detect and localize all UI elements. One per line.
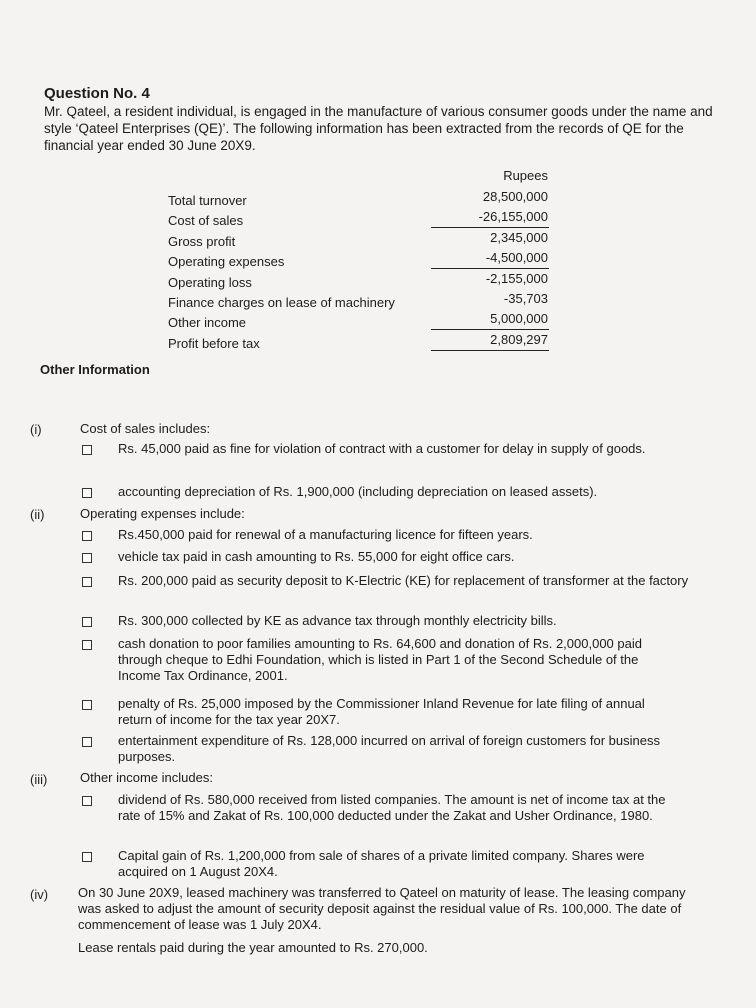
section-heading-iii: Other income includes: <box>80 770 213 785</box>
checkbox-icon <box>82 640 92 650</box>
section-heading-i: Cost of sales includes: <box>80 421 211 436</box>
row-label-profit-before-tax: Profit before tax <box>168 336 260 351</box>
intro-paragraph: Mr. Qateel, a resident individual, is engaged in the manufacture of various consumer goods under the name and style ‘Qateel Enterprises (QE)’. The following information has been extracted from the records of QE for the financial year ended 30 June 20X9. <box>44 104 713 153</box>
checkbox-icon <box>82 737 92 747</box>
checkbox-icon <box>82 445 92 455</box>
checkbox-icon <box>82 617 92 627</box>
section-heading-ii: Operating expenses include: <box>80 506 245 521</box>
row-label-other-income: Other income <box>168 315 247 330</box>
row-value-other-income: 5,000,000 <box>490 311 548 326</box>
row-value-total-turnover: 28,500,000 <box>482 189 548 204</box>
list-item: Rs. 300,000 collected by KE as advance tax through monthly electricity bills. <box>118 613 557 628</box>
lease-paragraph: On 30 June 20X9, leased machinery was transferred to Qateel on maturity of lease. The leasing company was asked to adjust the amount of security deposit against the residual value of Rs. 100,000. The date of commencement of lease was 1 July 20X4. <box>78 885 686 932</box>
checkbox-icon <box>82 553 92 563</box>
list-item: entertainment expenditure of Rs. 128,000 incurred on arrival of foreign customers for business purposes. <box>118 733 660 764</box>
row-value-operating-expenses: -4,500,000 <box>485 250 548 265</box>
list-item: dividend of Rs. 580,000 received from listed companies. The amount is net of income tax at the rate of 15% and Zakat of Rs. 100,000 deducted under the Zakat and Usher Ordinance, 1980. <box>118 792 666 823</box>
section-number-ii: (ii) <box>30 507 45 522</box>
row-value-operating-loss: -2,155,000 <box>485 271 548 286</box>
list-item: Rs. 200,000 paid as security deposit to K-Electric (KE) for replacement of transformer at the factory <box>118 573 689 588</box>
section-number-i: (i) <box>30 422 42 437</box>
list-item: Rs. 45,000 paid as fine for violation of contract with a customer for delay in supply of goods. <box>118 441 646 456</box>
subtotal-rule-1 <box>431 227 549 228</box>
row-value-profit-before-tax: 2,809,297 <box>490 332 548 347</box>
section-number-iii: (iii) <box>30 772 48 787</box>
list-item: Rs.450,000 paid for renewal of a manufacturing licence for fifteen years. <box>118 527 533 542</box>
row-label-finance-charges: Finance charges on lease of machinery <box>168 295 395 310</box>
list-item: cash donation to poor families amounting to Rs. 64,600 and donation of Rs. 2,000,000 paid through cheque to Edhi Foundation, which is listed in Part 1 of the Second Schedule of the Income Tax Ordinance, 2001. <box>118 636 642 683</box>
question-title: Question No. 4 <box>44 85 150 102</box>
section-number-iv: (iv) <box>30 887 49 902</box>
list-item: accounting depreciation of Rs. 1,900,000 (including depreciation on leased assets). <box>118 484 598 499</box>
row-value-cost-of-sales: -26,155,000 <box>478 209 548 224</box>
row-label-operating-loss: Operating loss <box>168 275 252 290</box>
other-information-heading: Other Information <box>40 362 150 377</box>
checkbox-icon <box>82 796 92 806</box>
lease-rentals-paragraph: Lease rentals paid during the year amounted to Rs. 270,000. <box>78 940 428 955</box>
checkbox-icon <box>82 852 92 862</box>
list-item: penalty of Rs. 25,000 imposed by the Commissioner Inland Revenue for late filing of annual return of income for the tax year 20X7. <box>118 696 645 727</box>
row-value-gross-profit: 2,345,000 <box>490 230 548 245</box>
subtotal-rule-2 <box>431 268 549 269</box>
row-label-gross-profit: Gross profit <box>168 234 236 249</box>
currency-header: Rupees <box>503 168 548 183</box>
subtotal-rule-3 <box>431 329 549 330</box>
row-label-operating-expenses: Operating expenses <box>168 254 285 269</box>
list-item: Capital gain of Rs. 1,200,000 from sale of shares of a private limited company. Shares were acquired on 1 August 20X4. <box>118 848 645 879</box>
checkbox-icon <box>82 531 92 541</box>
checkbox-icon <box>82 700 92 710</box>
list-item: vehicle tax paid in cash amounting to Rs. 55,000 for eight office cars. <box>118 549 515 564</box>
checkbox-icon <box>82 488 92 498</box>
row-label-cost-of-sales: Cost of sales <box>168 213 244 228</box>
total-rule <box>431 350 549 351</box>
checkbox-icon <box>82 577 92 587</box>
row-label-total-turnover: Total turnover <box>168 193 247 208</box>
row-value-finance-charges: -35,703 <box>503 291 548 306</box>
